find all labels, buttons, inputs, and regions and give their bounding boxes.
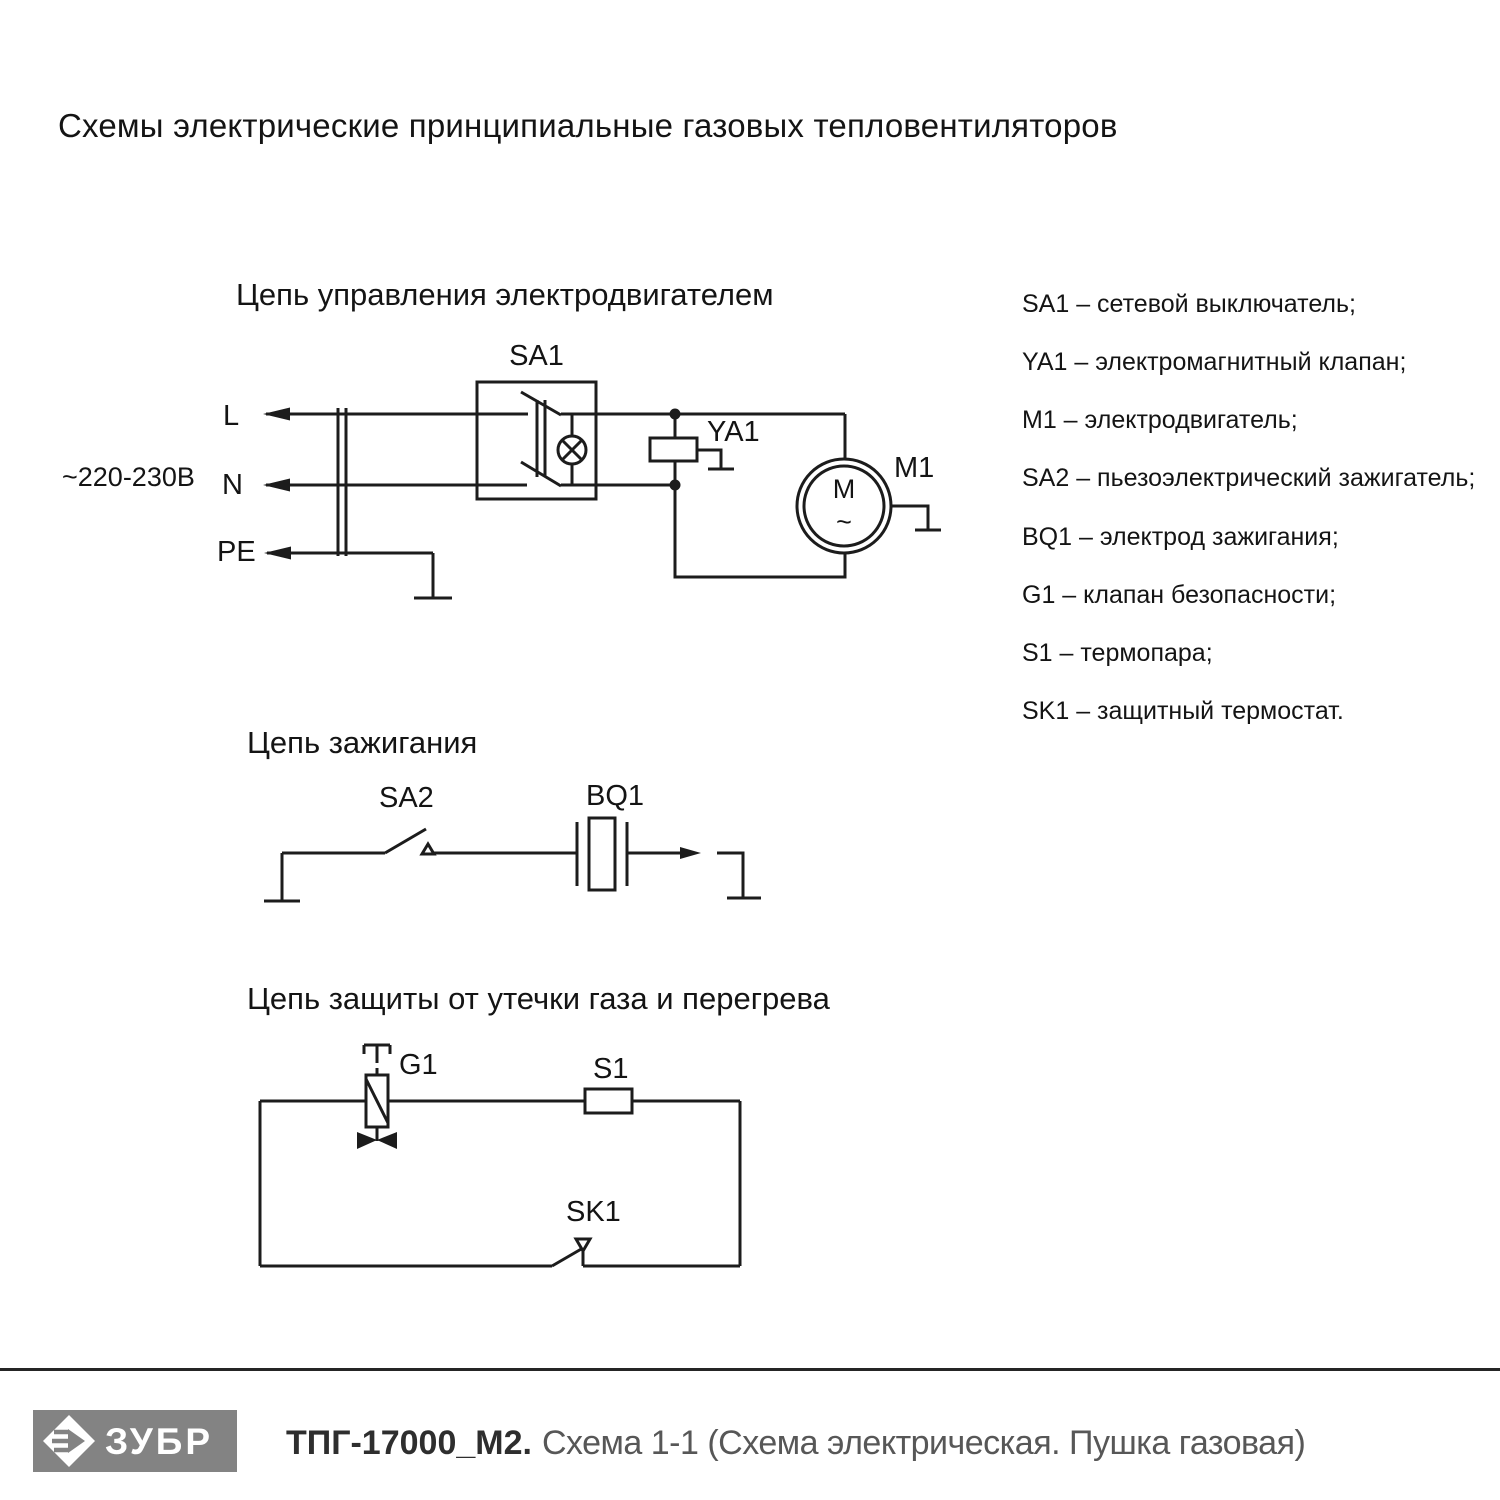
circuit-control-title: Цепь управления электродвигателем [236,277,774,312]
label-ya1: YA1 [707,416,760,448]
ground-right-icon [717,853,761,898]
legend-item: SA1 – сетевой выключатель; [1022,290,1356,318]
circuit-protection-title: Цепь защиты от утечки газа и перегрева [247,981,830,1016]
motor-tilde: ~ [836,507,852,537]
label-supply-voltage: ~220-230В [62,462,195,492]
page-title: Схемы электрические принципиальные газовых тепловентиляторов [58,107,1118,144]
valve-bowtie-icon [377,1132,397,1149]
label-sk1: SK1 [566,1196,621,1228]
label-g1: G1 [399,1049,438,1081]
pe-ground-icon [414,553,452,598]
thermostat-sk1-symbol [552,1239,590,1266]
legend-item: M1 – электродвигатель; [1022,406,1298,434]
circuit-protection-diagram [260,1045,740,1266]
legend-item: YA1 – электромагнитный клапан; [1022,348,1407,376]
thermocouple-s1-symbol [585,1089,632,1113]
brand-text: ЗУБР [105,1420,214,1462]
circuit-ignition-diagram [264,818,761,901]
igniter-sa2-symbol [385,829,434,854]
arrow-left-icon [263,408,290,421]
safety-valve-g1-symbol [357,1045,397,1149]
label-s1: S1 [593,1053,629,1085]
footer-model: ТПГ-17000_М2. [286,1424,532,1462]
legend-item: S1 – термопара; [1022,639,1213,667]
wire-PE [264,547,433,560]
label-sa2: SA2 [379,782,434,814]
label-line-pe: PE [217,536,256,568]
footer-divider [0,1368,1500,1371]
legend-item: G1 – клапан безопасности; [1022,581,1337,609]
lamp-icon [558,415,586,485]
legend-item: SA2 – пьезоэлектрический зажигатель; [1022,464,1476,492]
label-sa1: SA1 [509,340,564,372]
arrow-right-icon [680,847,701,859]
label-bq1: BQ1 [586,780,645,812]
footer-caption [286,1424,1305,1463]
legend-item: BQ1 – электрод зажигания; [1022,523,1339,551]
arrow-left-icon [263,479,290,492]
zubr-logo-icon [38,1410,100,1472]
label-line-n: N [222,469,243,501]
electrode-bq1-symbol [577,818,627,890]
label-line-l: L [223,400,240,432]
cable-marker [338,408,346,556]
footer-description: Схема 1-1 (Схема электрическая. Пушка газовая) [541,1424,1306,1462]
legend-item: SK1 – защитный термостат. [1022,697,1344,725]
label-m1: M1 [894,452,935,484]
zubr-logo [33,1410,237,1472]
ground-left-icon [264,853,300,901]
circuit-ignition-title: Цепь зажигания [247,725,478,760]
valve-bowtie-icon [357,1132,377,1149]
wire-N [263,479,675,492]
switch-sa1-symbol [477,382,596,499]
arrow-left-icon [264,547,291,560]
motor-letter: M [832,474,856,504]
